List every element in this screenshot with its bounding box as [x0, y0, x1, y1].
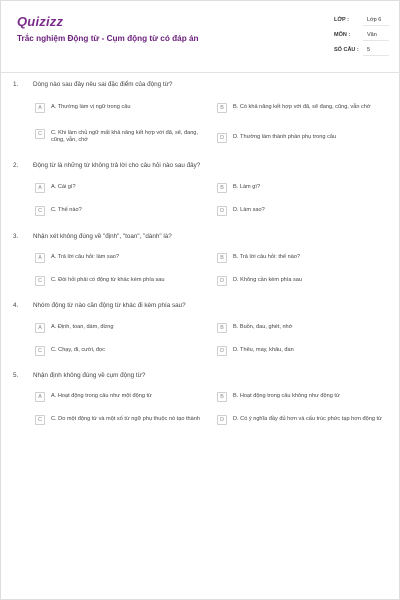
option-letter-box[interactable]: C — [35, 276, 45, 286]
option-text: D. Không cần kèm phía sau — [233, 277, 303, 283]
worksheet-title: Trắc nghiệm Động từ - Cụm động từ có đáp án — [17, 34, 199, 43]
meta-label: MÔN : — [334, 32, 351, 38]
option-text: A. Hoạt động trong câu như một động từ — [51, 393, 152, 399]
quizizz-logo[interactable]: Quizizz — [17, 14, 64, 29]
option-text: C. Thế nào? — [51, 207, 82, 213]
question-number: 2. — [13, 162, 19, 169]
question-number: 3. — [13, 233, 19, 240]
meta-row-subject — [331, 30, 387, 41]
option-letter-box[interactable]: D — [217, 206, 227, 216]
option-letter-box[interactable]: C — [35, 415, 45, 425]
meta-divider — [363, 40, 389, 41]
worksheet-header — [1, 1, 400, 73]
option-letter-box[interactable]: A — [35, 183, 45, 193]
option-text: C. Khi làm chủ ngữ mất khả năng kết hợp với đã, sẽ, đang, cũng, vẫn, chớ — [51, 130, 198, 144]
meta-value: Văn — [367, 32, 377, 38]
option-text: A. Định, toan, dám, đừng — [51, 324, 114, 330]
option-text: B. Buồn, đau, ghét, nhớ — [233, 324, 293, 330]
meta-label: SỐ CÂU : — [334, 47, 359, 53]
meta-divider — [363, 55, 389, 56]
question-text: Nhóm động từ nào cần động từ khác đi kèm phía sau? — [33, 302, 186, 309]
option-text: A. Trả lời câu hỏi: làm sao? — [51, 254, 120, 260]
option-letter-box[interactable]: D — [217, 346, 227, 356]
meta-label: LỚP : — [334, 17, 349, 23]
option-text: C. Chạy, đi, cười, đọc — [51, 347, 105, 353]
meta-divider — [363, 25, 389, 26]
question-text: Nhận định không đúng về cụm động từ? — [33, 372, 146, 379]
meta-value: 5 — [367, 47, 371, 53]
option-text: B. Có khả năng kết hợp với đã, sẽ đang, cũng, vẫn chớ — [233, 104, 371, 110]
meta-row-count — [331, 45, 387, 56]
question-text: Nhận xét không đúng về "định", "toan", "dành" là? — [33, 233, 172, 240]
meta-row-class — [331, 15, 387, 26]
option-text: B. Hoạt động trong câu không như động từ — [233, 393, 340, 399]
option-text: C. Do một động từ và một số từ ngữ phụ thuộc nó tạo thành — [51, 416, 200, 422]
option-text: C. Đòi hỏi phải có động từ khác kèm phía sau — [51, 277, 165, 283]
option-letter-box[interactable]: D — [217, 415, 227, 425]
option-text: A. Thường làm vị ngữ trong câu — [51, 104, 131, 110]
option-text: A. Cái gì? — [51, 184, 76, 190]
option-letter-box[interactable]: D — [217, 133, 227, 143]
option-letter-box[interactable]: B — [217, 183, 227, 193]
question-number: 5. — [13, 372, 19, 379]
question-text: Động từ là những từ không trả lời cho câu hỏi nào sau đây? — [33, 162, 201, 169]
option-letter-box[interactable]: B — [217, 103, 227, 113]
option-text: D. Có ý nghĩa đầy đủ hơn và cấu trúc phức tạp hơn động từ — [233, 416, 382, 422]
option-text: B. Làm gì? — [233, 184, 261, 190]
option-text: B. Trả lời câu hỏi: thế nào? — [233, 254, 301, 260]
meta-value: Lớp 6 — [367, 17, 382, 23]
question-text: Dòng nào sau đây nêu sai đặc điểm của động từ? — [33, 81, 173, 88]
option-letter-box[interactable]: A — [35, 392, 45, 402]
option-letter-box[interactable]: B — [217, 253, 227, 263]
option-text: D. Làm sao? — [233, 207, 265, 213]
option-letter-box[interactable]: B — [217, 323, 227, 333]
option-letter-box[interactable]: C — [35, 346, 45, 356]
option-letter-box[interactable]: C — [35, 129, 45, 139]
question-number: 4. — [13, 302, 19, 309]
option-letter-box[interactable]: A — [35, 103, 45, 113]
option-letter-box[interactable]: A — [35, 323, 45, 333]
option-letter-box[interactable]: C — [35, 206, 45, 216]
option-letter-box[interactable]: B — [217, 392, 227, 402]
option-text: D. Thêu, may, khâu, đan — [233, 347, 294, 353]
option-letter-box[interactable]: A — [35, 253, 45, 263]
option-text: D. Thường làm thành phần phụ trong câu — [233, 134, 337, 140]
question-number: 1. — [13, 81, 19, 88]
option-letter-box[interactable]: D — [217, 276, 227, 286]
